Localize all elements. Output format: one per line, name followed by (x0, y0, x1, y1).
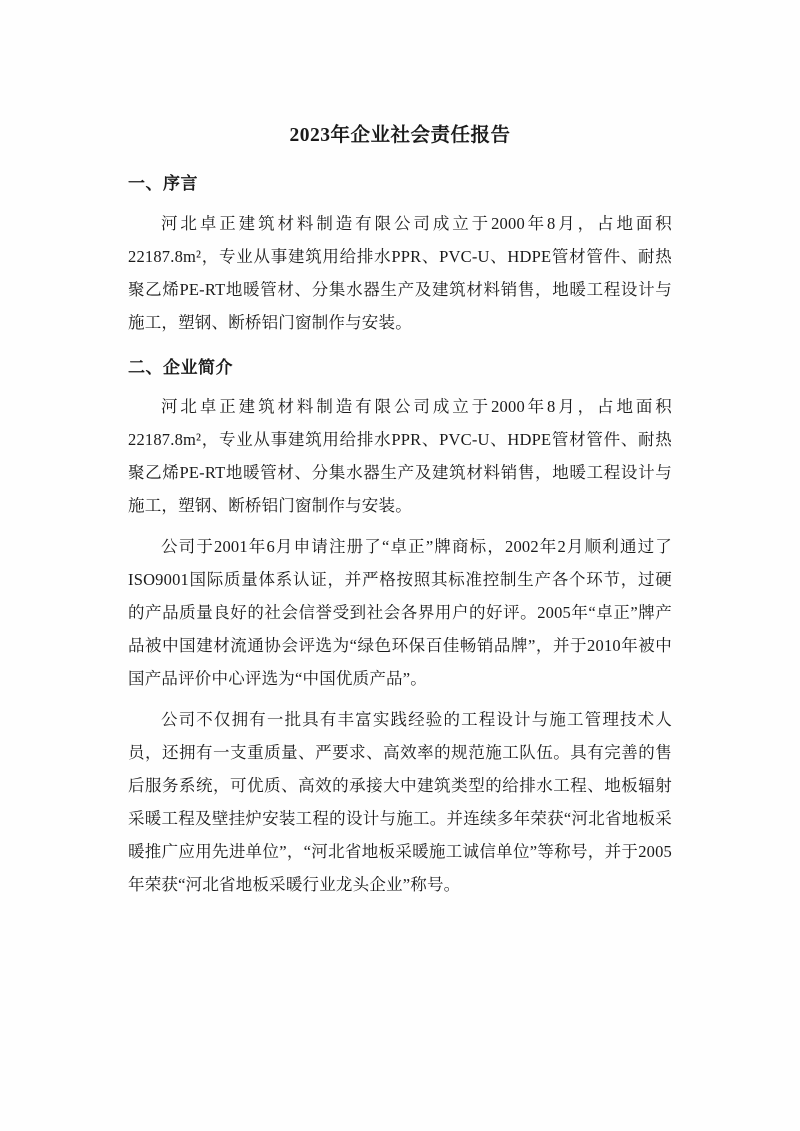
section-heading-preface: 一、序言 (128, 174, 198, 194)
section-heading-company-profile: 二、企业简介 (128, 357, 233, 377)
paragraph: 公司不仅拥有一批具有丰富实践经验的工程设计与施工管理技术人员，还拥有一支重质量、严要求、高效率的规范施工队伍。具有完善的售后服务系统，可优质、高效的承接大中建筑类型的给排水工程、地板辐射采暖工程及壁挂炉安装工程的设计与施工。并连续多年荣获“河北省地板采暖推广应用先进单位”，“河北省地板采暖施工诚信单位”等称号，并于2005年荣获“河北省地板采暖行业龙头企业”称号。 (128, 710, 672, 895)
paragraph: 公司于2001年6月申请注册了“卓正”牌商标，2002年2月顺利通过了ISO9001国际质量体系认证，并严格按照其标准控制生产各个环节，过硬的产品质量良好的社会信誉受到社会各界用户的好评。2005年“卓正”牌产品被中国建材流通协会评选为“绿色环保百佳畅销品牌”，并于2010年被中国产品评价中心评选为“中国优质产品”。 (128, 537, 672, 689)
paragraph: 河北卓正建筑材料制造有限公司成立于2000年8月，占地面积22187.8m²，专业从事建筑用给排水PPR、PVC-U、HDPE管材管件、耐热聚乙烯PE-RT地暖管材、分集水器生产及建筑材料销售，地暖工程设计与施工，塑钢、断桥铝门窗制作与安装。 (128, 213, 672, 332)
page-title: 2023年企业社会责任报告 (289, 125, 511, 146)
paragraph: 河北卓正建筑材料制造有限公司成立于2000年8月，占地面积22187.8m²，专业从事建筑用给排水PPR、PVC-U、HDPE管材管件、耐热聚乙烯PE-RT地暖管材、分集水器生产及建筑材料销售，地暖工程设计与施工，塑钢、断桥铝门窗制作与安装。 (128, 397, 672, 516)
